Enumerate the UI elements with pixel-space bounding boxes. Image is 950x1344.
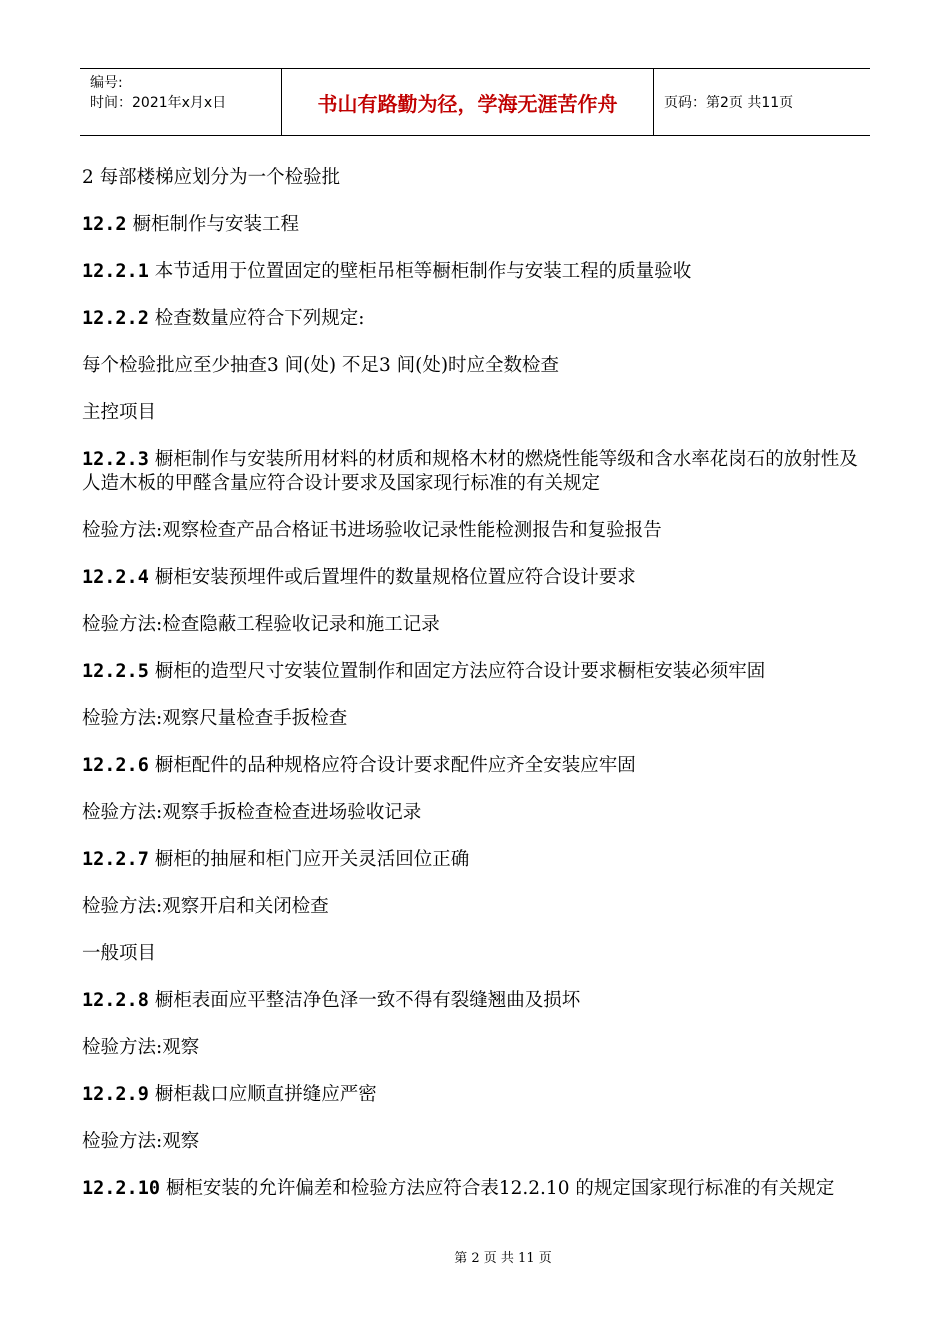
page-footer <box>0 1247 950 1266</box>
paragraph-text: 检验方法:观察开启和关闭检查 <box>82 896 329 917</box>
body-paragraph <box>82 213 874 237</box>
body-paragraph <box>82 566 874 590</box>
body-paragraph <box>82 354 874 378</box>
paragraph-text: 橱柜制作与安装所用材料的材质和规格木材的燃烧性能等级和含水率花岗石的放射性及人造木板的甲醛含量应符合设计要求及国家现行标准的有关规定 <box>82 449 858 494</box>
paragraph-text: 检验方法:观察尺量检查手扳检查 <box>82 708 348 729</box>
section-number: 12.2.9 <box>82 1084 149 1105</box>
body-paragraph <box>82 519 874 543</box>
document-body <box>82 166 874 1224</box>
body-paragraph <box>82 1177 874 1201</box>
paragraph-text: 检查数量应符合下列规定: <box>148 308 365 329</box>
section-number: 12.2.6 <box>82 755 149 776</box>
section-number: 12.2.10 <box>82 1178 160 1199</box>
paragraph-text: 检验方法:检查隐蔽工程验收记录和施工记录 <box>82 614 440 635</box>
body-paragraph <box>82 942 874 966</box>
section-number: 12.2.8 <box>82 990 149 1011</box>
paragraph-text: 检验方法:观察检查产品合格证书进场验收记录性能检测报告和复验报告 <box>82 520 662 541</box>
paragraph-text: 橱柜的抽屉和柜门应开关灵活回位正确 <box>148 849 470 870</box>
body-paragraph <box>82 1083 874 1107</box>
section-number: 12.2.2 <box>82 308 149 329</box>
body-paragraph <box>82 660 874 684</box>
section-number: 12.2.5 <box>82 661 149 682</box>
body-paragraph <box>82 801 874 825</box>
paragraph-text: 橱柜安装预埋件或后置埋件的数量规格位置应符合设计要求 <box>148 567 636 588</box>
paragraph-text: 橱柜制作与安装工程 <box>126 214 299 235</box>
header-page-info <box>654 69 870 135</box>
motto-text: 书山有路勤为径，学海无涯苦作舟 <box>317 91 618 116</box>
section-number: 12.2.7 <box>82 849 149 870</box>
paragraph-text: 橱柜安装的允许偏差和检验方法应符合表12.2.10 的规定国家现行标准的有关规定 <box>159 1178 835 1199</box>
page-info-text: 页码：第2页 共11页 <box>664 95 794 111</box>
paragraph-text: 一般项目 <box>82 943 157 964</box>
body-paragraph <box>82 448 874 496</box>
body-paragraph <box>82 895 874 919</box>
paragraph-text: 橱柜表面应平整洁净色泽一致不得有裂缝翘曲及损坏 <box>148 990 581 1011</box>
paragraph-text: 每个检验批应至少抽查3 间(处) 不足3 间(处)时应全数检查 <box>82 355 560 376</box>
body-paragraph <box>82 307 874 331</box>
footer-page-number: 第 2 页 共 11 页 <box>454 1251 552 1266</box>
paragraph-text: 检验方法:观察 <box>82 1037 200 1058</box>
body-paragraph <box>82 1036 874 1060</box>
paragraph-text: 橱柜裁口应顺直拼缝应严密 <box>148 1084 377 1105</box>
body-paragraph <box>82 613 874 637</box>
header-meta <box>80 69 282 135</box>
section-number: 12.2.4 <box>82 567 149 588</box>
body-paragraph <box>82 1130 874 1154</box>
paragraph-text: 检验方法:观察手扳检查检查进场验收记录 <box>82 802 422 823</box>
paragraph-text: 本节适用于位置固定的壁柜吊柜等橱柜制作与安装工程的质量验收 <box>148 261 692 282</box>
page-header <box>80 68 870 136</box>
body-paragraph <box>82 260 874 284</box>
paragraph-text: 检验方法:观察 <box>82 1131 200 1152</box>
body-paragraph <box>82 848 874 872</box>
body-paragraph <box>82 754 874 778</box>
document-number-label: 编号: <box>90 75 123 91</box>
paragraph-text: 橱柜配件的品种规格应符合设计要求配件应齐全安装应牢固 <box>148 755 636 776</box>
body-paragraph <box>82 707 874 731</box>
header-motto <box>282 69 654 135</box>
document-date: 时间：2021年x月x日 <box>90 95 227 111</box>
paragraph-text: 主控项目 <box>82 402 157 423</box>
section-number: 12.2.3 <box>82 449 149 470</box>
section-number: 12.2.1 <box>82 261 149 282</box>
paragraph-text: 橱柜的造型尺寸安装位置制作和固定方法应符合设计要求橱柜安装必须牢固 <box>148 661 766 682</box>
body-paragraph <box>82 166 874 190</box>
body-paragraph <box>82 401 874 425</box>
body-paragraph <box>82 989 874 1013</box>
section-number: 12.2 <box>82 214 127 235</box>
paragraph-text: 2 每部楼梯应划分为一个检验批 <box>82 167 341 188</box>
